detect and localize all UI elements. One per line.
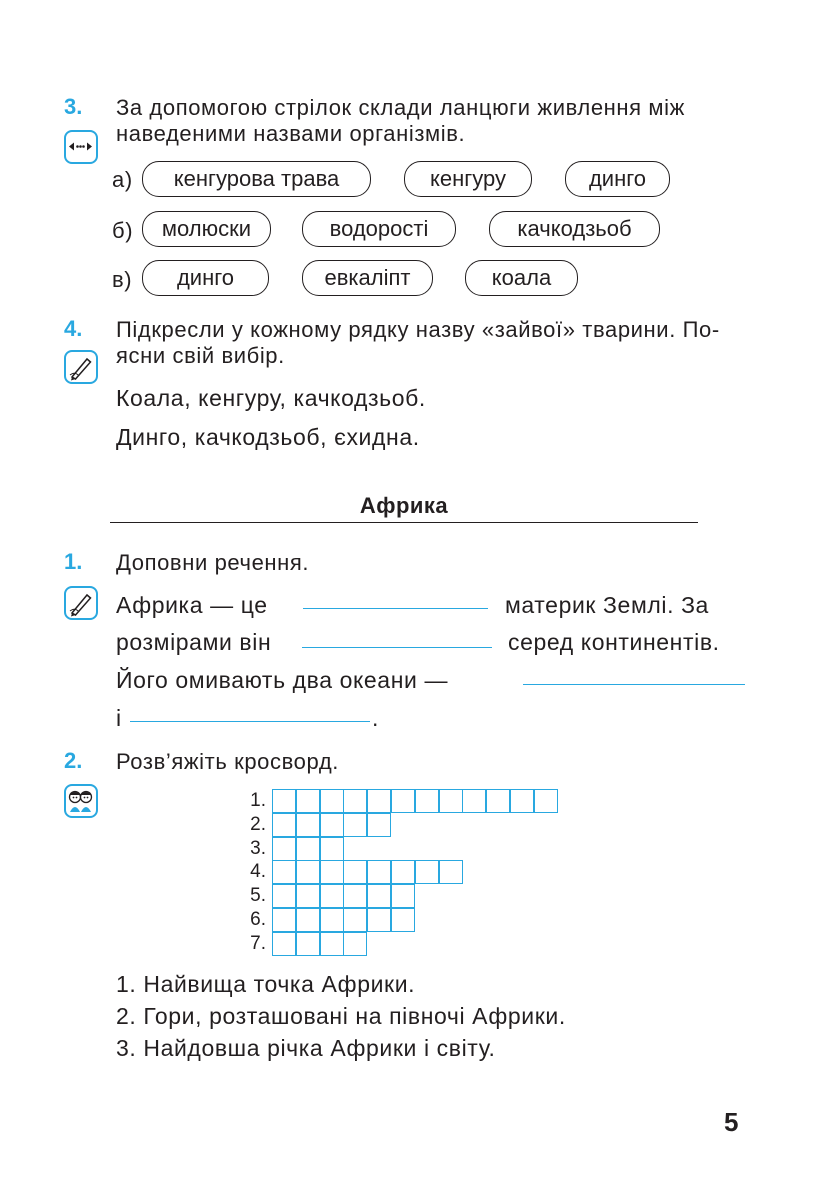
organism-card[interactable]: кенгуру — [404, 161, 532, 197]
crossword-cell[interactable] — [343, 789, 367, 813]
crossword-cell[interactable] — [343, 884, 367, 908]
crossword-cell[interactable] — [296, 837, 320, 861]
task4-text-line2: ясни свій вибір. — [116, 343, 285, 368]
crossword-cell[interactable] — [272, 908, 296, 932]
crossword-cell[interactable] — [272, 932, 296, 956]
crossword-row-label: 6. — [250, 909, 266, 930]
crossword-cell[interactable] — [391, 884, 415, 908]
crossword-cell[interactable] — [272, 837, 296, 861]
africa1-sentence2-start: розмірами він — [116, 629, 272, 655]
crossword-cell[interactable] — [343, 932, 367, 956]
crossword-cell[interactable] — [415, 860, 439, 884]
crossword-cell[interactable] — [486, 789, 510, 813]
answer-blank[interactable] — [130, 721, 370, 722]
africa2-prompt: Розв’яжіть кросворд. — [116, 749, 339, 774]
crossword-row-label: 7. — [250, 932, 266, 954]
crossword-cell[interactable] — [320, 884, 344, 908]
crossword-cell[interactable] — [343, 813, 367, 837]
crossword-cell[interactable] — [415, 789, 439, 813]
organism-card[interactable]: евкаліпт — [302, 260, 433, 296]
organism-card[interactable]: динго — [142, 260, 269, 296]
crossword-cell[interactable] — [320, 932, 344, 956]
crossword-cell[interactable] — [367, 860, 391, 884]
crossword-cell[interactable] — [534, 789, 558, 813]
africa1-sentence4-start: і — [116, 705, 122, 731]
africa1-number: 1. — [64, 549, 83, 574]
organism-card[interactable]: кенгурова трава — [142, 161, 371, 197]
crossword-cell[interactable] — [296, 789, 320, 813]
crossword-clue: 3. Найдовша річка Африки і світу. — [116, 1035, 496, 1061]
crossword-cell[interactable] — [320, 837, 344, 861]
organism-card[interactable]: коала — [465, 260, 578, 296]
crossword-cell[interactable] — [320, 908, 344, 932]
section-title: Африка — [359, 493, 449, 518]
crossword-cell[interactable] — [296, 908, 320, 932]
crossword-cell[interactable] — [439, 789, 463, 813]
organism-card[interactable]: качкодзьоб — [489, 211, 660, 247]
africa1-sentence1-start: Африка — це — [116, 592, 268, 618]
arrows-icon — [64, 130, 98, 164]
task3-text-line2: наведеними назвами організмів. — [116, 121, 466, 146]
chain-row-c-label: в) — [112, 267, 133, 292]
crossword-cell[interactable] — [367, 884, 391, 908]
crossword-cell[interactable] — [296, 860, 320, 884]
crossword-row-label: 1. — [250, 790, 266, 811]
crossword-cell[interactable] — [320, 860, 344, 884]
task4-row2: Динго, качкодзьоб, єхидна. — [116, 424, 420, 450]
answer-blank[interactable] — [302, 647, 492, 648]
kids-icon — [64, 784, 98, 818]
crossword-cell[interactable] — [296, 932, 320, 956]
crossword-cell[interactable] — [391, 860, 415, 884]
crossword-cell[interactable] — [320, 789, 344, 813]
crossword-cell[interactable] — [272, 884, 296, 908]
crossword-row-label: 3. — [250, 837, 266, 859]
chain-row-a-label: а) — [112, 167, 133, 192]
africa2-number: 2. — [64, 748, 83, 773]
crossword-cell[interactable] — [343, 908, 367, 932]
crossword-row-label: 2. — [250, 813, 266, 835]
crossword-cell[interactable] — [391, 789, 415, 813]
organism-card[interactable]: динго — [565, 161, 670, 197]
pencil-icon — [64, 586, 98, 620]
chain-row-b-label: б) — [112, 218, 134, 243]
task4-row1: Коала, кенгуру, качкодзьоб. — [116, 385, 426, 411]
page-number: 5 — [724, 1107, 739, 1137]
crossword-cell[interactable] — [391, 908, 415, 932]
crossword-cell[interactable] — [367, 813, 391, 837]
pencil-icon — [64, 350, 98, 384]
crossword-cell[interactable] — [320, 813, 344, 837]
answer-blank[interactable] — [523, 684, 745, 685]
crossword-row-label: 4. — [250, 861, 266, 883]
answer-blank[interactable] — [303, 608, 488, 609]
task3-text-line1: За допомогою стрілок склади ланцюги живлення між — [116, 95, 685, 120]
crossword-clue: 2. Гори, розташовані на півночі Африки. — [116, 1003, 566, 1029]
crossword-cell[interactable] — [343, 860, 367, 884]
africa1-sentence3: Його омивають два океани — — [116, 667, 449, 693]
crossword-cell[interactable] — [272, 860, 296, 884]
task4-number: 4. — [64, 316, 83, 341]
crossword-cell[interactable] — [462, 789, 486, 813]
africa1-sentence4-end: . — [372, 705, 379, 731]
africa1-prompt: Доповни речення. — [116, 550, 310, 575]
crossword-cell[interactable] — [296, 813, 320, 837]
crossword-cell[interactable] — [272, 813, 296, 837]
crossword-row-label: 5. — [250, 885, 266, 907]
crossword-cell[interactable] — [510, 789, 534, 813]
crossword-cell[interactable] — [296, 884, 320, 908]
africa1-sentence1-end: материк Землі. За — [505, 592, 709, 618]
crossword-cell[interactable] — [367, 789, 391, 813]
africa1-sentence2-end: серед континентів. — [508, 629, 720, 655]
crossword-cell[interactable] — [367, 908, 391, 932]
task3-number: 3. — [64, 94, 83, 119]
crossword-cell[interactable] — [439, 860, 463, 884]
organism-card[interactable]: водорості — [302, 211, 456, 247]
crossword-clue: 1. Найвища точка Африки. — [116, 971, 416, 997]
crossword-cell[interactable] — [272, 789, 296, 813]
organism-card[interactable]: молюски — [142, 211, 271, 247]
section-underline — [110, 522, 698, 523]
task4-text-line1: Підкресли у кожному рядку назву «зайвої» тварини. По- — [116, 317, 720, 342]
